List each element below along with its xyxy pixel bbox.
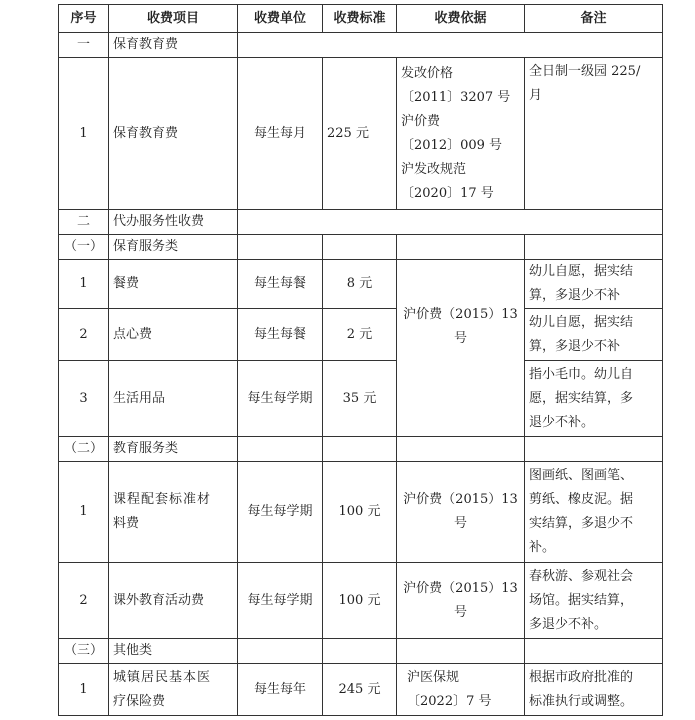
basis-line: 号 <box>453 516 467 531</box>
row-no: 2 <box>59 563 109 639</box>
row-standard: 100 元 <box>323 563 397 639</box>
header-note: 备注 <box>525 5 663 33</box>
section-no: （一） <box>59 235 109 260</box>
basis-line: 沪价费（2015）13 <box>403 307 518 322</box>
table-row <box>59 563 663 639</box>
section-title: 其他类 <box>109 639 238 664</box>
note-line: 幼儿自愿，据实结 <box>529 314 634 330</box>
basis-line: 沪医保规 <box>407 669 460 685</box>
row-item: 生活用品 <box>109 361 238 437</box>
row-item: 保育教育费 <box>109 58 238 210</box>
row-no: 1 <box>59 664 109 716</box>
header-no: 序号 <box>59 5 109 33</box>
row-standard: 245 元 <box>323 664 397 716</box>
row-no: 1 <box>59 462 109 563</box>
row-unit: 每生每学期 <box>238 361 323 437</box>
table-row <box>59 664 663 716</box>
row-standard: 225 元 <box>323 58 397 210</box>
note-line: 算，多退少不补 <box>529 338 621 354</box>
row-item <box>109 664 238 716</box>
section-no: （三） <box>59 639 109 664</box>
table-row <box>59 462 663 563</box>
note-line: 指小毛巾。幼儿自 <box>529 366 634 382</box>
section-no: 一 <box>59 33 109 58</box>
row-note <box>525 462 663 563</box>
section-row <box>59 210 663 235</box>
header-unit: 收费单位 <box>238 5 323 33</box>
row-basis <box>397 563 525 639</box>
row-standard: 100 元 <box>323 462 397 563</box>
header-item: 收费项目 <box>109 5 238 33</box>
note-line: 图画纸、图画笔、 <box>529 468 634 483</box>
row-basis <box>397 462 525 563</box>
row-no: 2 <box>59 309 109 361</box>
table-row <box>59 58 663 210</box>
note-line: 退少不补。 <box>529 414 595 430</box>
row-no: 1 <box>59 58 109 210</box>
fee-table <box>58 4 663 716</box>
row-note <box>525 260 663 309</box>
section-title: 保育服务类 <box>109 235 238 260</box>
row-note <box>525 563 663 639</box>
note-line: 幼儿自愿，据实结 <box>529 264 634 279</box>
row-no: 1 <box>59 260 109 309</box>
header-basis: 收费依据 <box>397 5 525 33</box>
row-basis <box>397 58 525 210</box>
row-note <box>525 309 663 361</box>
note-line: 补。 <box>529 540 556 555</box>
table-row <box>59 361 663 437</box>
row-basis <box>397 664 525 716</box>
row-standard: 8 元 <box>323 260 397 309</box>
basis-line: 沪价费 <box>401 113 441 129</box>
row-standard: 35 元 <box>323 361 397 437</box>
basis-line: 〔2020〕17 号 <box>401 185 494 201</box>
basis-line: 〔2022〕7 号 <box>407 693 492 709</box>
basis-line: 发改价格 <box>401 65 454 81</box>
note-line: 标准执行或调整。 <box>529 693 634 709</box>
basis-line: 〔2011〕3207 号 <box>401 89 511 105</box>
row-unit: 每生每学期 <box>238 462 323 563</box>
row-note <box>525 361 663 437</box>
table-row <box>59 309 663 361</box>
section-title: 教育服务类 <box>109 437 238 462</box>
section-title: 代办服务性收费 <box>109 210 238 235</box>
note-line: 实结算，多退少不 <box>529 516 634 531</box>
note-line: 算，多退少不补 <box>529 288 621 303</box>
row-unit: 每生每年 <box>238 664 323 716</box>
header-row <box>59 5 663 33</box>
note-line: 全日制一级园 225/ <box>529 64 641 79</box>
row-basis-shared <box>397 260 525 437</box>
basis-line: 号 <box>453 331 467 346</box>
subsection-row <box>59 639 663 664</box>
note-line: 愿，据实结算，多 <box>529 390 634 406</box>
section-row <box>59 33 663 58</box>
note-line: 根据市政府批准的 <box>529 669 634 685</box>
section-no: 二 <box>59 210 109 235</box>
row-item: 课外教育活动费 <box>109 563 238 639</box>
basis-line: 沪价费（2015）13 <box>403 492 518 507</box>
note-line: 场馆。据实结算， <box>529 592 634 608</box>
item-line: 料费 <box>113 516 140 531</box>
row-no: 3 <box>59 361 109 437</box>
section-no: （二） <box>59 437 109 462</box>
row-item: 餐费 <box>109 260 238 309</box>
row-unit: 每生每月 <box>238 58 323 210</box>
basis-line: 沪发改规范 <box>401 161 467 177</box>
basis-line: 沪价费（2015）13 <box>403 580 518 596</box>
note-line: 多退少不补。 <box>529 616 608 632</box>
note-line: 春秋游、参观社会 <box>529 568 634 584</box>
note-line: 月 <box>529 88 543 103</box>
row-item: 点心费 <box>109 309 238 361</box>
item-line: 城镇居民基本医 <box>113 669 212 685</box>
row-unit: 每生每餐 <box>238 260 323 309</box>
item-line: 疗保险费 <box>113 693 166 709</box>
item-line: 课程配套标准材 <box>113 492 212 507</box>
row-note <box>525 664 663 716</box>
row-item <box>109 462 238 563</box>
row-unit: 每生每学期 <box>238 563 323 639</box>
row-note <box>525 58 663 210</box>
section-title: 保育教育费 <box>109 33 238 58</box>
note-line: 剪纸、橡皮泥。据 <box>529 492 634 507</box>
row-unit: 每生每餐 <box>238 309 323 361</box>
row-standard: 2 元 <box>323 309 397 361</box>
subsection-row <box>59 235 663 260</box>
subsection-row <box>59 437 663 462</box>
table-row <box>59 260 663 309</box>
basis-line: 号 <box>453 604 467 620</box>
header-standard: 收费标准 <box>323 5 397 33</box>
basis-line: 〔2012〕009 号 <box>401 137 503 153</box>
